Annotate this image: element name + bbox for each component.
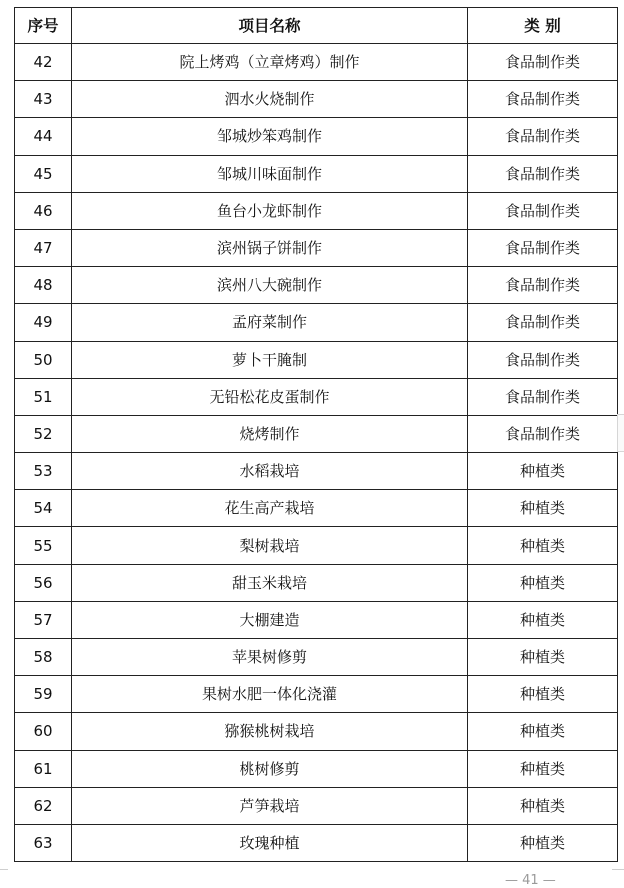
table-row xyxy=(15,192,618,229)
cell-name: 邹城炒笨鸡制作 xyxy=(72,118,468,155)
table-row xyxy=(15,44,618,81)
cell-category: 食品制作类 xyxy=(468,378,618,415)
cell-category: 种植类 xyxy=(468,601,618,638)
cell-no: 62 xyxy=(15,787,72,824)
table-row xyxy=(15,118,618,155)
cell-name: 滨州锅子饼制作 xyxy=(72,229,468,266)
cell-name: 梨树栽培 xyxy=(72,527,468,564)
cell-no: 52 xyxy=(15,415,72,452)
cell-no: 44 xyxy=(15,118,72,155)
cell-no: 43 xyxy=(15,81,72,118)
table-row xyxy=(15,824,618,861)
cell-name: 猕猴桃树栽培 xyxy=(72,713,468,750)
table-row xyxy=(15,81,618,118)
table-row xyxy=(15,601,618,638)
cell-category: 食品制作类 xyxy=(468,44,618,81)
cell-no: 54 xyxy=(15,490,72,527)
cell-category: 种植类 xyxy=(468,750,618,787)
cell-no: 42 xyxy=(15,44,72,81)
cell-name: 滨州八大碗制作 xyxy=(72,267,468,304)
cell-no: 50 xyxy=(15,341,72,378)
cell-category: 种植类 xyxy=(468,713,618,750)
header-name: 项目名称 xyxy=(72,8,468,44)
cell-name: 孟府菜制作 xyxy=(72,304,468,341)
project-table xyxy=(14,7,618,862)
cell-no: 53 xyxy=(15,453,72,490)
table-row xyxy=(15,453,618,490)
cell-no: 51 xyxy=(15,378,72,415)
cell-name: 鱼台小龙虾制作 xyxy=(72,192,468,229)
cell-no: 60 xyxy=(15,713,72,750)
cell-category: 食品制作类 xyxy=(468,304,618,341)
cell-no: 49 xyxy=(15,304,72,341)
cell-category: 食品制作类 xyxy=(468,155,618,192)
table-row xyxy=(15,378,618,415)
cell-name: 无铅松花皮蛋制作 xyxy=(72,378,468,415)
table-row xyxy=(15,341,618,378)
cell-name: 泗水火烧制作 xyxy=(72,81,468,118)
table-row xyxy=(15,415,618,452)
cell-name: 大棚建造 xyxy=(72,601,468,638)
cell-name: 水稻栽培 xyxy=(72,453,468,490)
cell-no: 63 xyxy=(15,824,72,861)
cell-no: 61 xyxy=(15,750,72,787)
cell-category: 食品制作类 xyxy=(468,192,618,229)
cell-category: 食品制作类 xyxy=(468,267,618,304)
cell-name: 院上烤鸡（立章烤鸡）制作 xyxy=(72,44,468,81)
cell-category: 种植类 xyxy=(468,639,618,676)
scroll-edge-marker xyxy=(617,414,624,452)
table-row xyxy=(15,713,618,750)
cell-category: 食品制作类 xyxy=(468,415,618,452)
cell-category: 种植类 xyxy=(468,676,618,713)
cell-category: 种植类 xyxy=(468,824,618,861)
cell-category: 食品制作类 xyxy=(468,229,618,266)
table-row xyxy=(15,750,618,787)
page-number: — 41 — xyxy=(505,873,556,888)
cell-name: 果树水肥一体化浇灌 xyxy=(72,676,468,713)
table-row xyxy=(15,527,618,564)
cell-no: 57 xyxy=(15,601,72,638)
cell-category: 种植类 xyxy=(468,787,618,824)
table-row xyxy=(15,155,618,192)
table-row xyxy=(15,490,618,527)
header-category: 类 别 xyxy=(468,8,618,44)
cell-no: 59 xyxy=(15,676,72,713)
cell-name: 花生高产栽培 xyxy=(72,490,468,527)
cell-name: 芦笋栽培 xyxy=(72,787,468,824)
cell-no: 55 xyxy=(15,527,72,564)
cell-name: 苹果树修剪 xyxy=(72,639,468,676)
cell-category: 种植类 xyxy=(468,453,618,490)
table-row xyxy=(15,229,618,266)
cell-no: 47 xyxy=(15,229,72,266)
cell-no: 56 xyxy=(15,564,72,601)
cell-no: 58 xyxy=(15,639,72,676)
cell-category: 种植类 xyxy=(468,490,618,527)
table-row xyxy=(15,564,618,601)
cell-no: 48 xyxy=(15,267,72,304)
header-no: 序号 xyxy=(15,8,72,44)
table-row xyxy=(15,267,618,304)
cell-name: 烧烤制作 xyxy=(72,415,468,452)
cell-name: 玫瑰种植 xyxy=(72,824,468,861)
table-row xyxy=(15,304,618,341)
cell-name: 甜玉米栽培 xyxy=(72,564,468,601)
footer-rule-right xyxy=(612,869,624,870)
table-row xyxy=(15,787,618,824)
cell-category: 种植类 xyxy=(468,564,618,601)
table-row xyxy=(15,639,618,676)
cell-name: 桃树修剪 xyxy=(72,750,468,787)
table-row xyxy=(15,676,618,713)
cell-name: 邹城川味面制作 xyxy=(72,155,468,192)
cell-no: 46 xyxy=(15,192,72,229)
footer-rule-left xyxy=(0,869,8,870)
cell-category: 食品制作类 xyxy=(468,118,618,155)
cell-category: 食品制作类 xyxy=(468,81,618,118)
cell-category: 种植类 xyxy=(468,527,618,564)
cell-category: 食品制作类 xyxy=(468,341,618,378)
cell-name: 萝卜干腌制 xyxy=(72,341,468,378)
table-header-row xyxy=(15,8,618,44)
cell-no: 45 xyxy=(15,155,72,192)
